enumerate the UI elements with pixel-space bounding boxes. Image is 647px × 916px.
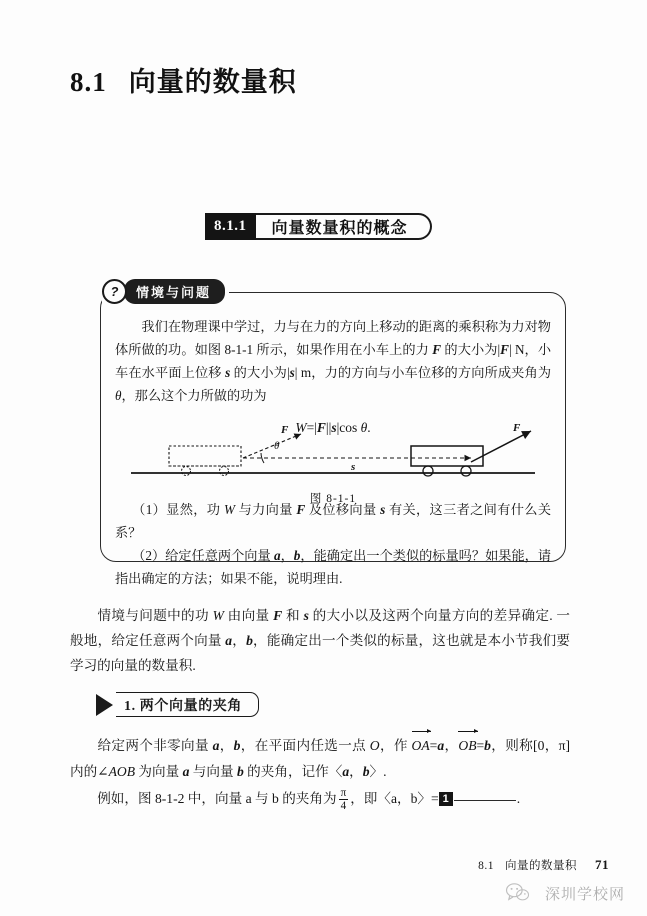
- example-suffix: .: [516, 791, 521, 806]
- situation-questions: [115, 498, 551, 590]
- watermark: [505, 882, 625, 904]
- body-paragraph: 情境与问题中的功 W 由向量 F 和 s 的大小以及这两个向量方向的差异确定. 一般地，给定任意两个向量 a，b，能确定出一个类似的标量，这也就是本小节我们要学习的向量的数量积.: [70, 608, 571, 673]
- fill-in-blank[interactable]: [454, 800, 516, 801]
- svg-text:s: s: [351, 461, 356, 473]
- situation-tab: [102, 279, 229, 304]
- fraction-numerator: π: [340, 786, 347, 799]
- work-formula: W=|F||s|cos θ.: [295, 420, 371, 435]
- section-number-badge: 8.1.1: [205, 213, 256, 240]
- section-title: 向量数量积的概念: [256, 213, 432, 240]
- watermark-text: 深圳学校网: [544, 885, 625, 903]
- cart-force-diagram: [123, 421, 543, 483]
- page-title: [70, 60, 297, 99]
- question-mark-icon: ?: [102, 279, 127, 304]
- example-prefix: 例如，图 8-1-2 中，向量 a 与 b 的夹角为: [97, 791, 337, 806]
- example-middle: ，即〈a，b〉=: [350, 791, 439, 806]
- section-banner: [205, 213, 432, 240]
- page-number: 71: [595, 857, 609, 872]
- angle-fraction: [339, 787, 349, 812]
- question-1: （1）显然，功 W 与力向量 F 及位移向量 s 有关，这三者之间有什么关系？: [115, 502, 552, 540]
- chapter-title-text: 向量的数量积: [128, 67, 297, 97]
- definition-paragraph: 给定两个非零向量 a，b，在平面内任选一点 O，作 OA=a，OB=b，则称[0，π]内的∠AOB 为向量 a 与向量 b 的夹角，记作〈a，b〉.: [70, 732, 570, 785]
- figure-caption: 图 8-1-1: [309, 493, 357, 505]
- situation-question-box: [100, 292, 566, 586]
- situation-paragraph: 我们在物理课中学过，力与在力的方向上移动的距离的乘积称为力对物体所做的功。如图 8-1-1 所示，如果作用在小车上的力 F 的大小为|F| N，小车在水平面上位移 s 的大小为|s| m，力的方向与小车位移的方向所成夹角为 θ，那么这个力所做的功为: [115, 319, 552, 403]
- svg-text:F: F: [281, 424, 289, 436]
- page-footer: [478, 857, 609, 873]
- wechat-icon: [505, 882, 531, 904]
- physics-figure: [115, 421, 551, 506]
- situation-label: 情境与问题: [124, 279, 225, 304]
- blank-number-marker: 1: [439, 792, 453, 806]
- subsection-heading-text: 1. 两个向量的夹角: [116, 692, 259, 717]
- subsection-heading: [96, 692, 259, 717]
- footer-section-title: 向量的数量积: [505, 860, 577, 872]
- question-2: （2）给定任意两个向量 a，b，能确定出一个类似的标量吗？如果能，请指出确定的方法；如果不能，说明理由.: [115, 548, 552, 586]
- svg-text:θ: θ: [274, 440, 280, 452]
- footer-section-number: 8.1: [478, 860, 494, 872]
- fraction-denominator: 4: [339, 799, 349, 812]
- chapter-number: 8.1: [70, 67, 107, 97]
- svg-text:F: F: [513, 422, 521, 434]
- triangle-arrow-icon: [96, 694, 113, 716]
- example-paragraph: [70, 786, 570, 812]
